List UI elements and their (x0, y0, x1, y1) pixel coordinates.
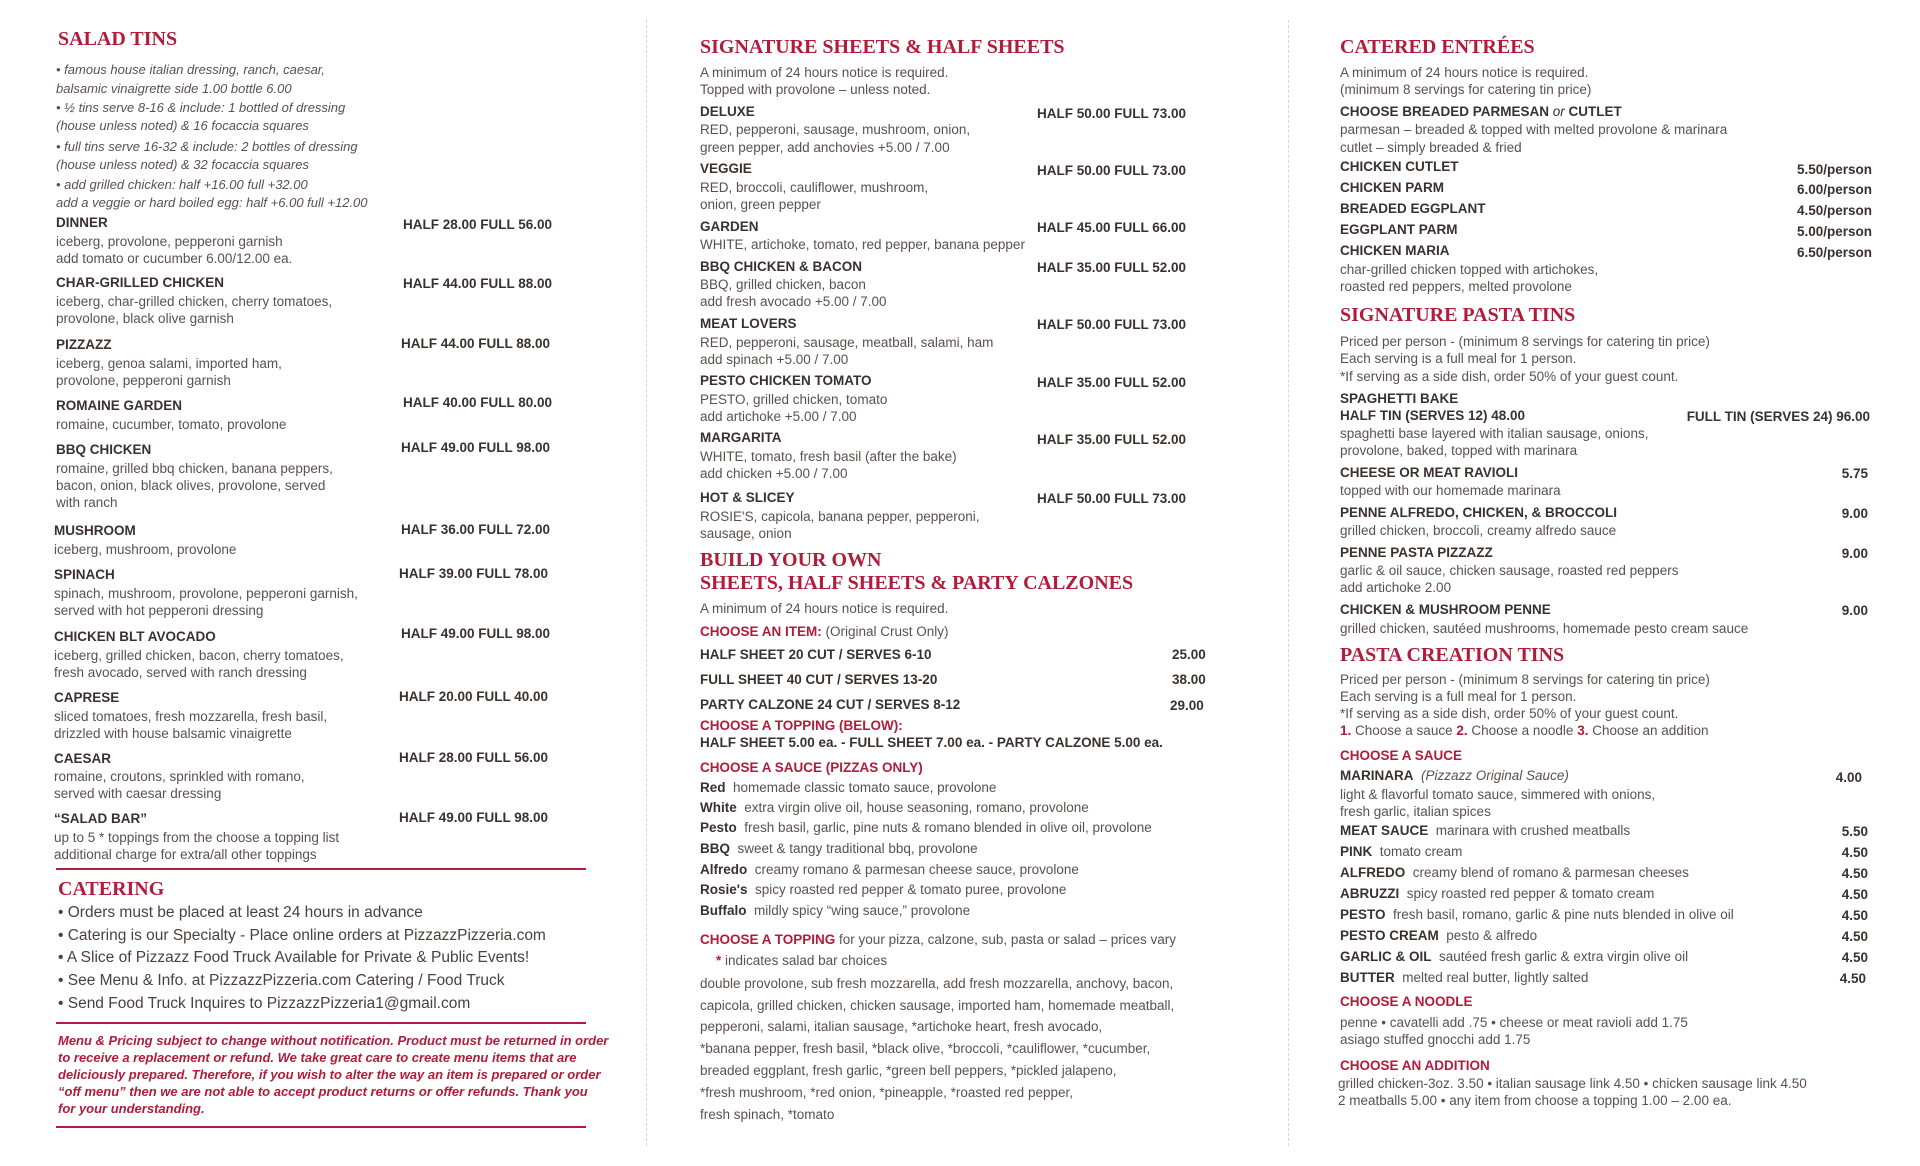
salad-item-price: HALF 44.00 FULL 88.00 (401, 336, 551, 351)
spaghetti-half-tin: HALF TIN (SERVES 12) 48.00 (1340, 408, 1526, 423)
size-option-name: HALF SHEET 20 CUT / SERVES 6-10 (700, 647, 932, 662)
marinara-note: (Pizzazz Original Sauce) (1421, 768, 1569, 783)
creation-sauce-name: ABRUZZI (1340, 886, 1400, 901)
salad-note: • famous house italian dressing, ranch, caesar, (56, 62, 326, 77)
catering-title: CATERING (58, 878, 165, 900)
creation-sauce-price: 4.50 (1841, 950, 1868, 965)
sheet-item-desc: WHITE, artichoke, tomato, red pepper, banana pepper (700, 237, 1025, 252)
sauce-name: Red (700, 780, 726, 795)
sheet-item-price: HALF 45.00 FULL 66.00 (1037, 220, 1187, 235)
entree-name: BREADED EGGPLANT (1340, 201, 1486, 216)
creation-sauce-desc: pesto & alfredo (1446, 928, 1538, 943)
disclaimer-line: for your understanding. (58, 1101, 205, 1116)
salad-item-price: HALF 44.00 FULL 88.00 (403, 276, 553, 291)
sauce-option (700, 840, 978, 857)
entree-name: CHICKEN MARIA (1340, 243, 1450, 258)
sheet-item-name: PESTO CHICKEN TOMATO (700, 373, 872, 388)
salad-item-desc: provolone, black olive garnish (56, 311, 234, 326)
salad-item-desc: served with hot pepperoni dressing (54, 603, 264, 618)
salad-item-name: CHICKEN BLT AVOCADO (54, 629, 216, 644)
entree-name: EGGPLANT PARM (1340, 222, 1458, 237)
salad-note: • full tins serve 16-32 & include: 2 bottles of dressing (56, 139, 358, 154)
column-sheets (700, 0, 1240, 1166)
sheet-item-price: HALF 50.00 FULL 73.00 (1037, 163, 1187, 178)
salad-item-desc: bacon, onion, black olives, provolone, served (56, 478, 326, 493)
sheet-item-desc: RED, pepperoni, sausage, mushroom, onion, (700, 122, 971, 137)
creation-sauce-name: BUTTER (1340, 970, 1395, 985)
sauce-desc: homemade classic tomato sauce, provolone (733, 780, 997, 795)
build-your-own-subtitle: SHEETS, HALF SHEETS & PARTY CALZONES (700, 572, 1134, 594)
addition-options: grilled chicken-3oz. 3.50 • italian sausage link 4.50 • chicken sausage link 4.50 (1338, 1076, 1807, 1091)
salad-item-desc: iceberg, grilled chicken, bacon, cherry tomatoes, (54, 648, 344, 663)
pasta-item-name: PENNE PASTA PIZZAZZ (1340, 545, 1493, 560)
addition-head: CHOOSE AN ADDITION (1340, 1058, 1490, 1073)
size-option-price: 25.00 (1172, 647, 1206, 662)
creation-sauce-desc: tomato cream (1379, 844, 1463, 859)
sheet-item-desc: sausage, onion (700, 526, 792, 541)
salad-item-price: HALF 49.00 FULL 98.00 (399, 810, 549, 825)
pasta-item-name: CHICKEN & MUSHROOM PENNE (1340, 602, 1551, 617)
sheet-item-price: HALF 50.00 FULL 73.00 (1037, 491, 1187, 506)
entrees-note: A minimum of 24 hours notice is required. (1340, 65, 1589, 80)
catering-bullet: • A Slice of Pizzazz Food Truck Available for Private & Public Events! (58, 949, 530, 966)
sheet-item-price: HALF 50.00 FULL 73.00 (1037, 317, 1187, 332)
column-salad-catering (54, 0, 609, 1166)
catered-entrees-title: CATERED ENTRÉES (1340, 36, 1535, 58)
creation-sauce-name: PINK (1340, 844, 1373, 859)
salad-item-name: MUSHROOM (54, 523, 136, 538)
creation-sauce-name: PESTO (1340, 907, 1386, 922)
sauce-option (700, 861, 1079, 878)
salad-item-name: PIZZAZZ (56, 337, 112, 352)
catering-bullet: • Send Food Truck Inquires to PizzazzPizzeria1@gmail.com (58, 995, 471, 1012)
creation-sauce (1340, 906, 1734, 923)
topping-list-head: CHOOSE A TOPPING (700, 932, 836, 947)
sauce-name: Alfredo (700, 862, 748, 877)
choose-breaded-b: CUTLET (1564, 104, 1622, 119)
disclaimer-line: deliciously prepared. Therefore, if you wish to alter the way an item is prepared or order (58, 1067, 601, 1082)
creation-sauce-price: 4.50 (1839, 971, 1866, 986)
creation-sauce-price: 5.50 (1841, 824, 1868, 839)
entrees-desc: cutlet – simply breaded & fried (1340, 140, 1522, 155)
sheet-item-desc: green pepper, add anchovies +5.00 / 7.00 (700, 140, 950, 155)
salad-item-desc: romaine, grilled bbq chicken, banana peppers, (56, 461, 333, 476)
sauce-option (700, 881, 1066, 898)
creation-sauce-desc: creamy blend of romano & parmesan cheeses (1412, 865, 1689, 880)
choose-breaded-a: CHOOSE BREADED PARMESAN (1340, 104, 1553, 119)
sauce-desc: mildly spicy “wing sauce,” provolone (754, 903, 971, 918)
sheet-item-name: VEGGIE (700, 161, 752, 176)
sauce-name: White (700, 800, 737, 815)
spaghetti-full-tin: FULL TIN (SERVES 24) 96.00 (1686, 409, 1870, 424)
build-your-own-title: BUILD YOUR OWN (700, 549, 882, 571)
salad-item-desc: provolone, pepperoni garnish (56, 373, 231, 388)
creation-sauce (1340, 864, 1689, 881)
entree-desc: char-grilled chicken topped with artichokes, (1340, 262, 1599, 277)
sheet-item-name: MEAT LOVERS (700, 316, 797, 331)
pasta-note: Priced per person - (minimum 8 servings for catering tin price) (1340, 334, 1710, 349)
creation-sauce-price: 4.50 (1841, 866, 1868, 881)
sheet-item-desc: WHITE, tomato, fresh basil (after the bake) (700, 449, 957, 464)
star-marker: * (716, 953, 722, 968)
topping-list-line: capicola, grilled chicken, chicken sausage, imported ham, homemade meatball, (700, 998, 1175, 1013)
disclaimer-line: to receive a replacement or refund. We take great care to create menu items that are (58, 1050, 577, 1065)
creation-sauce-price: 4.50 (1841, 929, 1868, 944)
salad-item-desc: iceberg, char-grilled chicken, cherry tomatoes, (56, 294, 333, 309)
salad-item-desc: iceberg, mushroom, provolone (54, 542, 237, 557)
salad-item-price: HALF 20.00 FULL 40.00 (399, 689, 549, 704)
salad-note: • add grilled chicken: half +16.00 full +32.00 (56, 177, 308, 192)
entree-price: 5.00/person (1796, 224, 1872, 239)
sauce-option (700, 819, 1152, 836)
disclaimer-top-rule (56, 1022, 586, 1024)
entree-price: 5.50/person (1796, 162, 1872, 177)
sheet-item-desc: ROSIE'S, capicola, banana pepper, pepperoni, (700, 509, 980, 524)
pasta-item-price: 9.00 (1841, 546, 1868, 561)
salad-note: • ½ tins serve 8-16 & include: 1 bottled of dressing (56, 100, 346, 115)
size-option-name: FULL SHEET 40 CUT / SERVES 13-20 (700, 672, 938, 687)
sheet-item-desc: PESTO, grilled chicken, tomato (700, 392, 888, 407)
sauce-name: Buffalo (700, 903, 747, 918)
creation-sauce-price: 4.50 (1841, 845, 1868, 860)
step-text: Choose a sauce (1351, 723, 1457, 738)
sauce-name: BBQ (700, 841, 730, 856)
signature-pasta-title: SIGNATURE PASTA TINS (1340, 304, 1576, 326)
salad-item-price: HALF 39.00 FULL 78.00 (399, 566, 549, 581)
creation-sauce-desc: spicy roasted red pepper & tomato cream (1406, 886, 1655, 901)
build-note: A minimum of 24 hours notice is required. (700, 601, 949, 616)
entrees-desc: parmesan – breaded & topped with melted provolone & marinara (1340, 122, 1728, 137)
noodle-head: CHOOSE A NOODLE (1340, 994, 1473, 1009)
step-text: Choose an addition (1588, 723, 1709, 738)
sauce-desc: sweet & tangy traditional bbq, provolone (737, 841, 978, 856)
entree-name: CHICKEN CUTLET (1340, 159, 1459, 174)
salad-item-desc: spinach, mushroom, provolone, pepperoni garnish, (54, 586, 358, 601)
sheet-item-desc: add chicken +5.00 / 7.00 (700, 466, 848, 481)
topping-list-line: double provolone, sub fresh mozzarella, add fresh mozzarella, anchovy, bacon, (700, 976, 1174, 991)
column-separator (1288, 20, 1289, 1146)
catering-bullet: • See Menu & Info. at PizzazzPizzeria.com Catering / Food Truck (58, 972, 505, 989)
salad-item-price: HALF 40.00 FULL 80.00 (403, 395, 553, 410)
salad-item-name: “SALAD BAR” (54, 811, 147, 826)
entree-name: CHICKEN PARM (1340, 180, 1444, 195)
catering-bullet: • Orders must be placed at least 24 hours in advance (58, 904, 423, 921)
pasta-note: Each serving is a full meal for 1 person. (1340, 351, 1577, 366)
entree-price: 4.50/person (1796, 203, 1872, 218)
sheet-item-desc: RED, pepperoni, sausage, meatball, salami, ham (700, 335, 994, 350)
size-option-price: 38.00 (1172, 672, 1206, 687)
spaghetti-desc: spaghetti base layered with italian sausage, onions, (1340, 426, 1649, 441)
sheet-item-price: HALF 35.00 FULL 52.00 (1037, 432, 1187, 447)
topping-list-line: pepperoni, salami, italian sausage, *artichoke heart, fresh avocado, (700, 1019, 1103, 1034)
entree-price: 6.00/person (1796, 182, 1872, 197)
marinara-desc: fresh garlic, italian spices (1340, 804, 1491, 819)
sheet-item-desc: BBQ, grilled chicken, bacon (700, 277, 866, 292)
entrees-note: (minimum 8 servings for catering tin price) (1340, 82, 1592, 97)
salad-item-name: CHAR-GRILLED CHICKEN (56, 275, 224, 290)
sauce-option (700, 799, 1089, 816)
sheet-item-price: HALF 50.00 FULL 73.00 (1037, 106, 1187, 121)
creation-sauce (1340, 969, 1588, 986)
salad-item-price: HALF 28.00 FULL 56.00 (403, 217, 553, 232)
pasta-item-price: 9.00 (1841, 603, 1868, 618)
catering-bullet: • Catering is our Specialty - Place online orders at PizzazzPizzeria.com (58, 927, 546, 944)
sheet-item-desc: RED, broccoli, cauliflower, mushroom, (700, 180, 929, 195)
choose-item-line (700, 623, 949, 640)
salad-item-desc: served with caesar dressing (54, 786, 222, 801)
sheet-item-name: DELUXE (700, 104, 755, 119)
sheet-item-desc: add spinach +5.00 / 7.00 (700, 352, 849, 367)
step-number: 2. (1456, 723, 1468, 738)
topping-list-line: *fresh mushroom, *red onion, *pineapple, *roasted red pepper, (700, 1085, 1073, 1100)
salad-item-desc: drizzled with house balsamic vinaigrette (54, 726, 292, 741)
spaghetti-bake-name: SPAGHETTI BAKE (1340, 391, 1459, 406)
choose-breaded-line (1340, 104, 1622, 119)
salad-item-price: HALF 49.00 FULL 98.00 (401, 626, 551, 641)
creation-sauce (1340, 885, 1654, 902)
salad-item-desc: up to 5 * toppings from the choose a topping list (54, 830, 340, 845)
salad-note: add a veggie or hard boiled egg: half +6.00 full +12.00 (56, 195, 368, 210)
creation-sauce-name: PESTO CREAM (1340, 928, 1439, 943)
pasta-item-name: CHEESE OR MEAT RAVIOLI (1340, 465, 1519, 480)
sheet-item-desc: add artichoke +5.00 / 7.00 (700, 409, 857, 424)
noodle-options: penne • cavatelli add .75 • cheese or meat ravioli add 1.75 (1340, 1015, 1688, 1030)
sauce-option (700, 779, 996, 796)
star-note-text: indicates salad bar choices (725, 953, 888, 968)
creation-sauce-price: 4.50 (1841, 908, 1868, 923)
salad-item-desc: with ranch (56, 495, 118, 510)
creation-note: Each serving is a full meal for 1 person. (1340, 689, 1577, 704)
sheet-item-price: HALF 35.00 FULL 52.00 (1037, 375, 1187, 390)
creation-sauce-price: 4.50 (1841, 887, 1868, 902)
pasta-note: *If serving as a side dish, order 50% of your guest count. (1340, 369, 1679, 384)
marinara-desc: light & flavorful tomato sauce, simmered with onions, (1340, 787, 1656, 802)
creation-sauce (1340, 843, 1462, 860)
pasta-item-desc: grilled chicken, sautéed mushrooms, homemade pesto cream sauce (1340, 621, 1749, 636)
topping-list-line: breaded eggplant, fresh garlic, *green bell peppers, *pickled jalapeno, (700, 1063, 1117, 1078)
pasta-item-desc: add artichoke 2.00 (1340, 580, 1452, 595)
disclaimer-bottom-rule (56, 1126, 586, 1128)
sauce-option (700, 902, 970, 919)
sauce-head: CHOOSE A SAUCE (PIZZAS ONLY) (700, 760, 923, 775)
salad-item-name: ROMAINE GARDEN (56, 398, 183, 413)
size-option-name: PARTY CALZONE 24 CUT / SERVES 8-12 (700, 697, 961, 712)
step-number: 3. (1577, 723, 1589, 738)
salad-note: (house unless noted) & 32 focaccia squares (56, 157, 309, 172)
entree-desc: roasted red peppers, melted provolone (1340, 279, 1572, 294)
salad-item-name: CAPRESE (54, 690, 120, 705)
size-option-price: 29.00 (1170, 698, 1204, 713)
salad-item-name: SPINACH (54, 567, 115, 582)
creation-sauce (1340, 927, 1537, 944)
column-separator (646, 20, 647, 1146)
step-number: 1. (1340, 723, 1352, 738)
spaghetti-desc: provolone, baked, topped with marinara (1340, 443, 1578, 458)
step-text: Choose a noodle (1467, 723, 1578, 738)
signature-sheets-title: SIGNATURE SHEETS & HALF SHEETS (700, 36, 1065, 58)
creation-sauce (1340, 948, 1688, 965)
sheet-item-name: HOT & SLICEY (700, 490, 795, 505)
salad-item-price: HALF 49.00 FULL 98.00 (401, 440, 551, 455)
salad-item-desc: sliced tomatoes, fresh mozzarella, fresh basil, (54, 709, 328, 724)
pasta-item-desc: topped with our homemade marinara (1340, 483, 1561, 498)
catering-top-rule (56, 868, 586, 870)
disclaimer-line: Menu & Pricing subject to change without notification. Product must be returned in order (58, 1033, 609, 1048)
entree-price: 6.50/person (1796, 245, 1872, 260)
sheet-item-price: HALF 35.00 FULL 52.00 (1037, 260, 1187, 275)
creation-sauce-desc: marinara with crushed meatballs (1435, 823, 1631, 838)
sauce-desc: creamy romano & parmesan cheese sauce, provolone (754, 862, 1079, 877)
sheets-note: A minimum of 24 hours notice is required. (700, 65, 949, 80)
pasta-item-price: 5.75 (1841, 466, 1868, 481)
salad-bar-star-note (716, 952, 887, 969)
marinara-price: 4.00 (1835, 770, 1862, 785)
choose-breaded-or: or (1552, 104, 1565, 119)
salad-item-desc: fresh avocado, served with ranch dressing (54, 665, 307, 680)
sauce-desc: extra virgin olive oil, house seasoning, romano, provolone (744, 800, 1089, 815)
creation-sauce-name: MEAT SAUCE (1340, 823, 1429, 838)
salad-item-price: HALF 36.00 FULL 72.00 (401, 522, 551, 537)
salad-item-desc: add tomato or cucumber 6.00/12.00 ea. (56, 251, 293, 266)
salad-note: balsamic vinaigrette side 1.00 bottle 6.00 (56, 81, 292, 96)
salad-item-desc: romaine, cucumber, tomato, provolone (56, 417, 287, 432)
choose-item-note: (Original Crust Only) (825, 624, 949, 639)
topping-list-note: for your pizza, calzone, sub, pasta or salad – prices vary (839, 932, 1176, 947)
pasta-item-desc: garlic & oil sauce, chicken sausage, roasted red peppers (1340, 563, 1679, 578)
sauce-name: Rosie's (700, 882, 748, 897)
creation-sauce (1340, 822, 1630, 839)
topping-list-line: fresh spinach, *tomato (700, 1107, 835, 1122)
sauce-desc: spicy roasted red pepper & tomato puree, provolone (755, 882, 1067, 897)
salad-note: (house unless noted) & 16 focaccia squares (56, 118, 309, 133)
disclaimer-line: “off menu” then we are not able to accept product returns or offer refunds. Thank you (58, 1084, 588, 1099)
creation-sauce-desc: melted real butter, lightly salted (1402, 970, 1589, 985)
sheet-item-name: GARDEN (700, 219, 759, 234)
creation-note: Priced per person - (minimum 8 servings for catering tin price) (1340, 672, 1710, 687)
sheet-item-name: MARGARITA (700, 430, 782, 445)
column-entrees-pasta (1340, 0, 1870, 1166)
addition-options: 2 meatballs 5.00 • any item from choose a topping 1.00 – 2.00 ea. (1338, 1093, 1732, 1108)
topping-list-head-line (700, 931, 1176, 948)
sauce-name: Pesto (700, 820, 737, 835)
salad-item-desc: romaine, croutons, sprinkled with romano, (54, 769, 305, 784)
creation-sauce-desc: fresh basil, romano, garlic & pine nuts blended in olive oil (1393, 907, 1734, 922)
topping-price-head: CHOOSE A TOPPING (BELOW): (700, 718, 903, 733)
topping-prices: HALF SHEET 5.00 ea. - FULL SHEET 7.00 ea. - PARTY CALZONE 5.00 ea. (700, 735, 1163, 750)
sheet-item-desc: add fresh avocado +5.00 / 7.00 (700, 294, 887, 309)
salad-item-desc: iceberg, genoa salami, imported ham, (56, 356, 282, 371)
creation-steps (1340, 722, 1709, 739)
sheet-item-desc: onion, green pepper (700, 197, 821, 212)
sheet-item-name: BBQ CHICKEN & BACON (700, 259, 862, 274)
creation-sauce-desc: sautéed fresh garlic & extra virgin olive oil (1439, 949, 1689, 964)
choose-item-label: CHOOSE AN ITEM: (700, 624, 822, 639)
salad-item-name: DINNER (56, 215, 108, 230)
sauce-desc: fresh basil, garlic, pine nuts & romano blended in olive oil, provolone (744, 820, 1152, 835)
marinara-name: MARINARA (1340, 768, 1414, 783)
creation-sauce-name: GARLIC & OIL (1340, 949, 1432, 964)
noodle-options: asiago stuffed gnocchi add 1.75 (1340, 1032, 1531, 1047)
salad-item-name: CAESAR (54, 751, 112, 766)
salad-item-desc: iceberg, provolone, pepperoni garnish (56, 234, 283, 249)
sheets-note: Topped with provolone – unless noted. (700, 82, 931, 97)
salad-item-desc: additional charge for extra/all other toppings (54, 847, 317, 862)
salad-item-price: HALF 28.00 FULL 56.00 (399, 750, 549, 765)
creation-note: *If serving as a side dish, order 50% of your guest count. (1340, 706, 1679, 721)
salad-item-name: BBQ CHICKEN (56, 442, 152, 457)
marinara-line (1340, 768, 1569, 783)
creation-sauce-name: ALFREDO (1340, 865, 1406, 880)
pasta-item-desc: grilled chicken, broccoli, creamy alfredo sauce (1340, 523, 1617, 538)
pasta-item-name: PENNE ALFREDO, CHICKEN, & BROCCOLI (1340, 505, 1618, 520)
creation-sauce-head: CHOOSE A SAUCE (1340, 748, 1463, 763)
salad-tins-title: SALAD TINS (58, 28, 178, 50)
pasta-creation-title: PASTA CREATION TINS (1340, 644, 1565, 666)
topping-list-line: *banana pepper, fresh basil, *black olive, *broccoli, *cauliflower, *cucumber, (700, 1041, 1151, 1056)
pasta-item-price: 9.00 (1841, 506, 1868, 521)
